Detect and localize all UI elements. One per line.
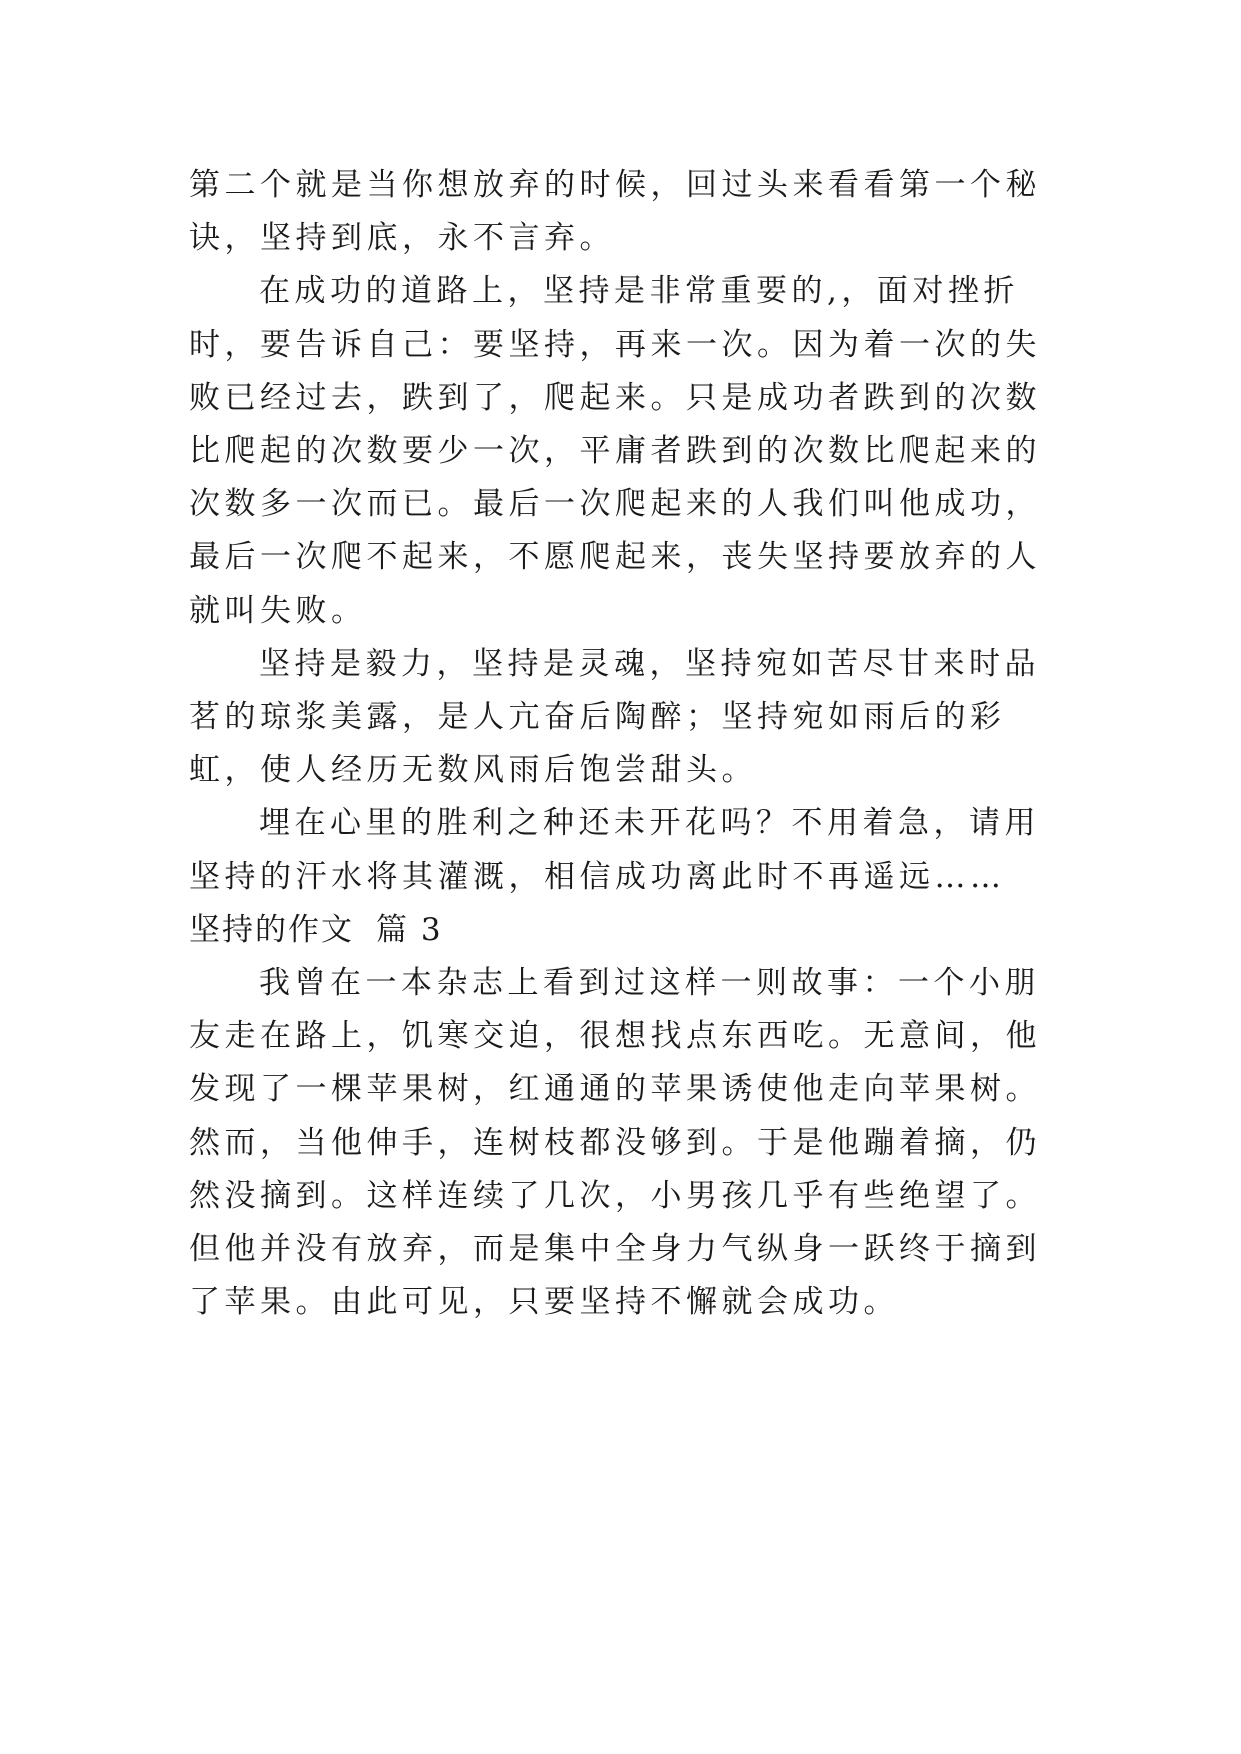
paragraph-5: 我曾在一本杂志上看到过这样一则故事：一个小朋友走在路上，饥寒交迫，很想找点东西吃。无意间，他发现了一棵苹果树，红通通的苹果诱使他走向苹果树。然而，当他伸手，连树枝都没够到。于是他蹦着摘，仍然没摘到。这样连续了几次，小男孩几乎有些绝望了。但他并没有放弃，而是集中全身力气纵身一跃终于摘到了苹果。由此可见，只要坚持不懈就会成功。 <box>189 965 1041 1321</box>
paragraph-4: 埋在心里的胜利之种还未开花吗？不用着急，请用坚持的汗水将其灌溉，相信成功离此时不再遥远…… <box>189 805 1040 895</box>
section-heading-title: 坚持的作文 <box>189 911 354 948</box>
section-heading-number: 篇 3 <box>376 911 443 948</box>
paragraph-1: 第二个就是当你想放弃的时候，回过头来看看第一个秘诀，坚持到底，永不言弃。 <box>189 167 1041 257</box>
paragraph-2: 在成功的道路上，坚持是非常重要的,，面对挫折时，要告诉自己：要坚持，再来一次。因为着一次的失败已经过去，跌到了，爬起来。只是成功者跌到的次数比爬起的次数要少一次，平庸者跌到的次数比爬起来的次数多一次而已。最后一次爬起来的人我们叫他成功，最后一次爬不起来，不愿爬起来，丧失坚持要放弃的人就叫失败。 <box>189 273 1041 629</box>
paragraph-3: 坚持是毅力，坚持是灵魂，坚持宛如苦尽甘来时品茗的琼浆美露，是人亢奋后陶醉；坚持宛如雨后的彩虹，使人经历无数风雨后饱尝甜头。 <box>189 645 1040 789</box>
document-body <box>189 159 1059 1329</box>
section-heading <box>189 904 1059 957</box>
